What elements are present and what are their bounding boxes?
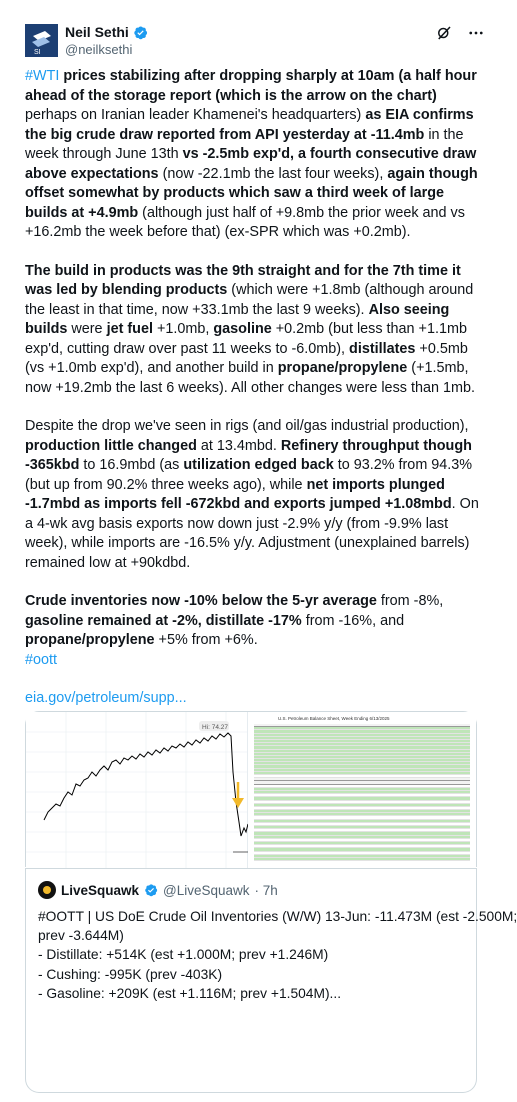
text-span: net imports plunged -1.7mbd as imports fell -672kbd and exports jumped +1.08mbd <box>25 476 452 512</box>
eia-link[interactable]: eia.gov/petroleum/supp... <box>25 690 187 706</box>
tweet-paragraph-1 <box>25 67 480 243</box>
text-span: to 93.2% from 94.3% (but up from 90.2% three weeks ago), while <box>25 457 473 493</box>
quoted-line: - Distillate: +514K (est +1.000M; prev +1.246M) <box>38 947 329 963</box>
table-title: U.S. Petroleum Balance Sheet, Week Ending 6/13/2025 <box>278 716 390 721</box>
tweet-paragraph-2 <box>25 262 480 399</box>
text-span: (now -22.1mb the last four weeks), <box>158 165 388 182</box>
text-span: Refinery throughput though -365kbd <box>25 437 472 473</box>
verified-badge-icon <box>144 883 158 897</box>
tweet-paragraph-4 <box>25 592 480 670</box>
text-span: +0.2mb (but less than +1.1mb exp'd, cutting draw over past 11 weeks to -6.0mb), <box>25 321 467 357</box>
chart-hi-label: Hi: 74.27 <box>202 724 229 731</box>
text-span: from -8%, <box>376 593 444 609</box>
storage-report-arrow-icon <box>232 782 244 808</box>
tweet-link-paragraph <box>25 689 480 709</box>
text-span: distillates <box>349 340 416 357</box>
tweet-media[interactable] <box>25 711 477 867</box>
quoted-line: - Gasoline: +209K (est +1.116M; prev +1.504M)... <box>38 985 342 1001</box>
text-span: (although just half of +9.8mb the prior week and vs +16.2mb the week before that) (ex-SPR which was +0.2mb). <box>25 204 465 240</box>
quoted-tweet[interactable] <box>25 868 517 1093</box>
quoted-author-handle[interactable]: @LiveSquawk <box>163 882 250 898</box>
text-span: propane/propylene <box>277 360 408 376</box>
text-span: (which were +1.8mb (although around the least in that time, now +33.1mb the last 9 weeks). <box>25 282 474 318</box>
quoted-author-name[interactable]: LiveSquawk <box>61 882 140 898</box>
text-span: at 13.4mbd. <box>196 437 281 454</box>
wti-chart-svg <box>26 712 248 868</box>
text-span: production little changed <box>25 437 197 454</box>
text-span: as EIA confirms the big crude draw reported from API yesterday at -11.4mb <box>25 107 474 143</box>
quoted-line: #OOTT | US DoE Crude Oil Inventories (W/W) 13-Jun: -11.473M (est -2.500M; <box>38 909 517 924</box>
wti-price-chart-image[interactable] <box>26 712 248 868</box>
text-span: The build in products was the 9th straight and for the 7th time it was led by blending products <box>25 262 461 298</box>
text-span: vs -2.5mb exp'd, a fourth consecutive draw above expectations <box>25 146 477 182</box>
text-span: +0.5mb (vs +1.0mb exp'd), and another build in <box>25 340 468 376</box>
more-options-icon[interactable] <box>467 24 485 42</box>
grok-icon[interactable] <box>435 24 453 42</box>
text-span: gasoline remained at -2%, distillate -17% <box>25 612 302 629</box>
author-name-row <box>65 24 148 40</box>
text-span: propane/propylene <box>25 632 155 648</box>
text-span: perhaps on Iranian leader Khamenei's headquarters) <box>25 107 366 123</box>
text-span: +1.0mb, <box>152 321 214 337</box>
header-actions <box>435 24 485 42</box>
text-span: (+1.5mb, now +19.2mb the last 6 weeks). All other changes were less than 1mb. <box>25 360 475 396</box>
text-span: Also seeing builds <box>25 301 450 337</box>
hashtag-wti[interactable]: #WTI <box>25 68 60 84</box>
verified-badge-icon <box>133 25 148 40</box>
quoted-line: - Cushing: -995K (prev -403K) <box>38 966 223 982</box>
text-span: to 16.9mbd (as <box>79 457 184 473</box>
tweet-text <box>25 67 480 728</box>
balance-sheet-table <box>254 724 470 866</box>
text-span: prices stabilizing after dropping sharply at 10am (a half hour ahead of the storage report (which is the arrow on the chart) <box>25 68 477 104</box>
tweet-header <box>25 20 485 60</box>
hashtag-oott[interactable]: #oott <box>25 651 58 668</box>
text-span: again though offset somewhat by products which saw a third week of large builds at +4.9mb <box>25 165 478 221</box>
text-span: jet fuel <box>106 321 153 337</box>
text-span: from -16%, and <box>301 612 405 629</box>
quoted-line: prev -3.644M) <box>38 928 124 944</box>
tweet-paragraph-3 <box>25 417 480 573</box>
quoted-tweet-header <box>38 881 278 899</box>
quoted-tweet-text <box>38 907 517 1003</box>
text-span: Crude inventories now -10% below the 5-yr average <box>25 593 377 609</box>
text-span: +5% from +6%. <box>154 632 258 648</box>
avatar[interactable] <box>25 24 58 57</box>
text-span: in the week through June 13th <box>25 126 464 162</box>
quoted-avatar[interactable] <box>38 881 56 899</box>
text-span: Despite the drop we've seen in rigs (and oil/gas industrial production), <box>25 418 469 434</box>
text-span: . On a 4-wk avg basis exports now down just -2.9% y/y (from -9.9% last week), while imports are -16.5% y/y. Adjustment (unexplained barrels) remained low at +90kdbd. <box>25 496 479 571</box>
svg-text:SI: SI <box>34 49 41 56</box>
author-name[interactable]: Neil Sethi <box>65 24 129 40</box>
quoted-timestamp[interactable]: · 7h <box>254 882 278 898</box>
text-span: gasoline <box>213 321 272 337</box>
text-span: utilization edged back <box>183 457 334 473</box>
eia-balance-sheet-image[interactable] <box>248 712 476 868</box>
text-span: were <box>67 321 107 337</box>
author-handle[interactable]: @neilksethi <box>65 42 133 57</box>
